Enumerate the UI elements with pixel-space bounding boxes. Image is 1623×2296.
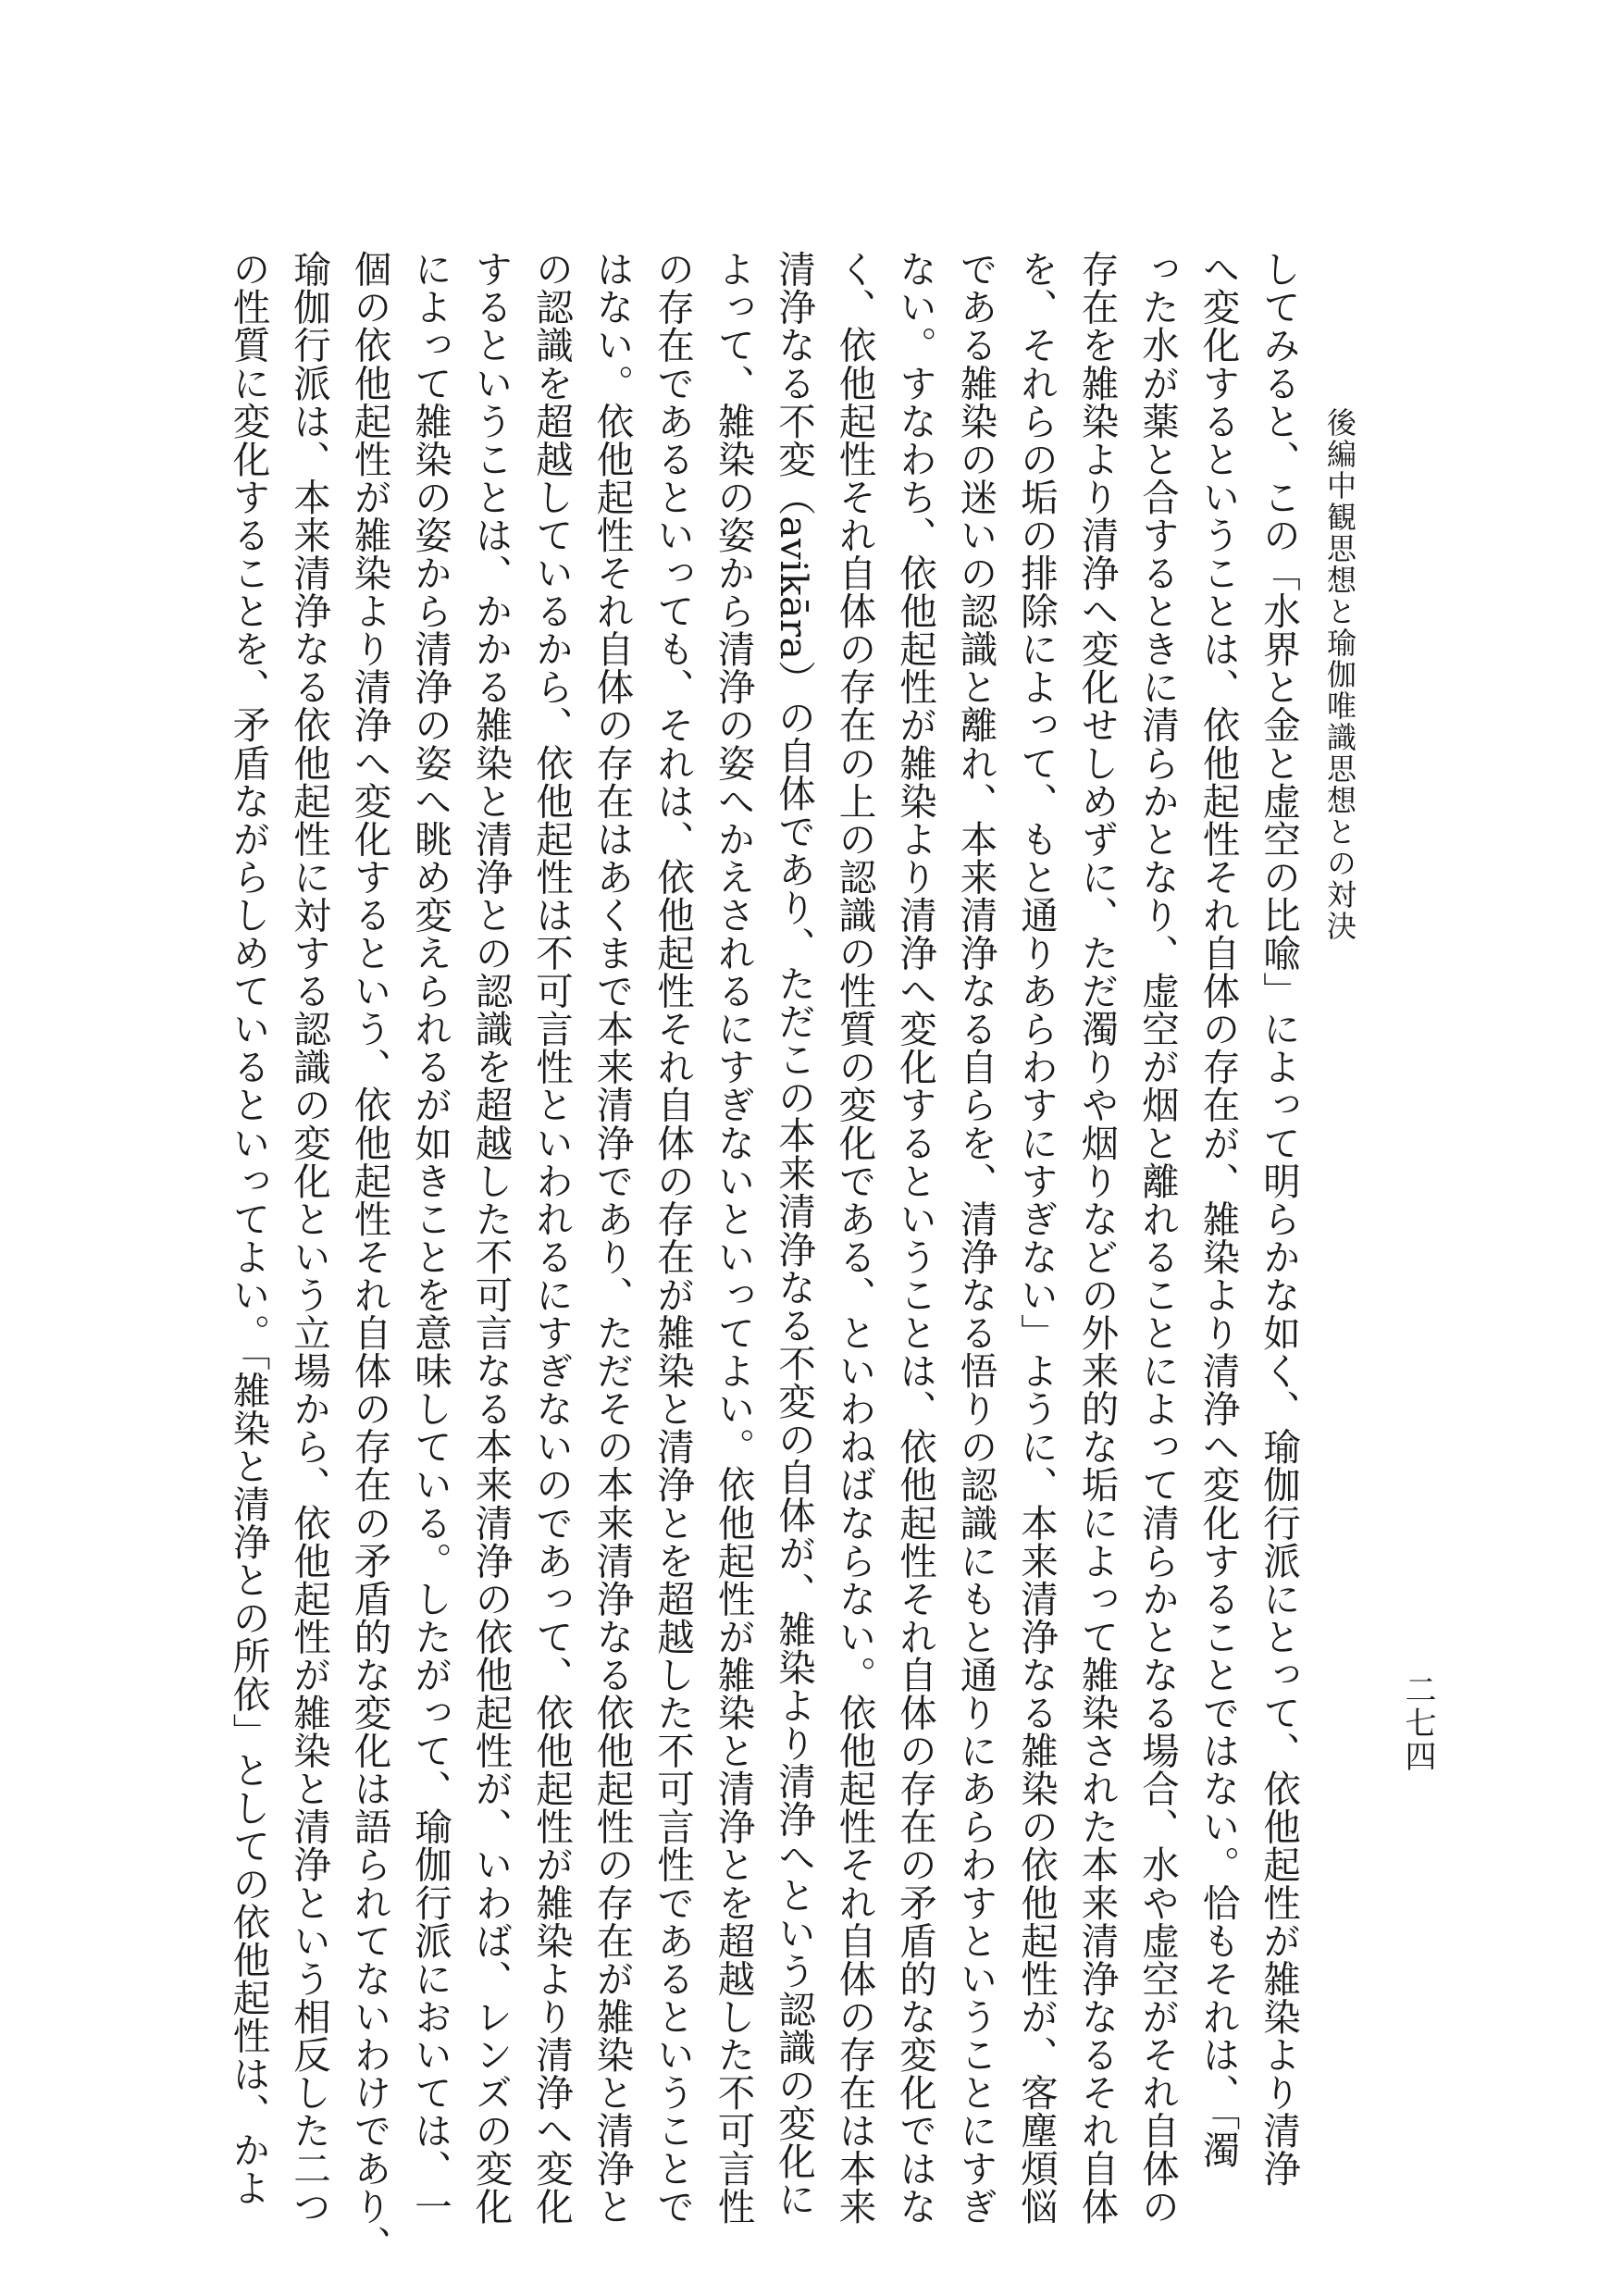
text-column: の性質に変化することを、矛盾ながらしめているといってよい。「雑染と清浄との所依」としての依他起性は、かよ	[226, 250, 271, 2207]
text-column: してみると、この「水界と金と虚空の比喩」によって明らかな如く、瑜伽行派にとって、依他起性が雑染より清浄	[1257, 250, 1301, 2188]
text-column: く、依他起性それ自体の存在の上の認識の性質の変化である、といわねばならない。依他起性それ自体の存在は本来	[832, 250, 877, 2226]
body-text	[217, 250, 1345, 2264]
header-part: 後編	[1322, 407, 1357, 470]
text-column: の認識を超越しているから、依他起性は不可言性といわれるにすぎないのであって、依他起性が雑染より清浄へ変化	[529, 250, 574, 2226]
text-column: へ変化するということは、依他起性それ自体の存在が、雑染より清浄へ変化することではない。恰もそれは、「濁	[1196, 250, 1241, 2169]
text-column: するということは、かかる雑染と清浄との認識を超越した不可言なる本来清浄の依他起性が、いわば、レンズの変化	[468, 250, 514, 2226]
text-column: を、それらの垢の排除によって、もと通りあらわすにすぎない」ように、本来清浄なる雑染の依他起性が、客塵煩悩	[1014, 250, 1059, 2226]
page-number: 二七四	[1399, 1673, 1436, 1773]
text-column: である雑染の迷いの認識と離れ、本来清浄なる自らを、清浄なる悟りの認識にもと通りにあらわすということにすぎ	[953, 250, 998, 2226]
text-column: によって雑染の姿から清浄の姿へ眺め変えられるが如きことを意味している。したがって、瑜伽行派においては、一	[408, 250, 452, 2226]
text-column: の存在であるといっても、それは、依他起性それ自体の存在が雑染と清浄とを超越した不可言性であるということで	[650, 250, 695, 2226]
header-chapter-title: 中観思想と瑜伽唯識思想との対決	[1322, 470, 1357, 942]
text-column: はない。依他起性それ自体の存在はあくまで本来清浄であり、ただその本来清浄なる依他起性の存在が雑染と清浄と	[589, 250, 635, 2226]
text-column: ない。すなわち、依他起性が雑染より清浄へ変化するということは、依他起性それ自体の存在の矛盾的な変化ではな	[893, 250, 937, 2226]
text-column: 存在を雑染より清浄へ変化せしめずに、ただ濁りや烟りなどの外来的な垢によって雑染された本来清浄なるそれ自体	[1074, 250, 1120, 2226]
text-column: 個の依他起性が雑染より清浄へ変化するという、依他起性それ自体の存在の矛盾的な変化は語られてないわけであり、	[347, 250, 392, 2264]
text-column: 清浄なる不変（avikāra）の自体であり、ただこの本来清浄なる不変の自体が、雑染より清浄へという認識の変化に	[772, 250, 816, 2218]
text-column: 瑜伽行派は、本来清浄なる依他起性に対する認識の変化という立場から、依他起性が雑染と清浄という相反した二つ	[287, 250, 331, 2226]
text-column: よって、雑染の姿から清浄の姿へかえされるにすぎないといってよい。依他起性が雑染と清浄とを超越した不可言性	[711, 250, 756, 2226]
text-column: った水が薬と合するときに清らかとなり、虚空が烟と離れることによって清らかとなる場合、水や虚空がそれ自体の	[1135, 250, 1180, 2226]
